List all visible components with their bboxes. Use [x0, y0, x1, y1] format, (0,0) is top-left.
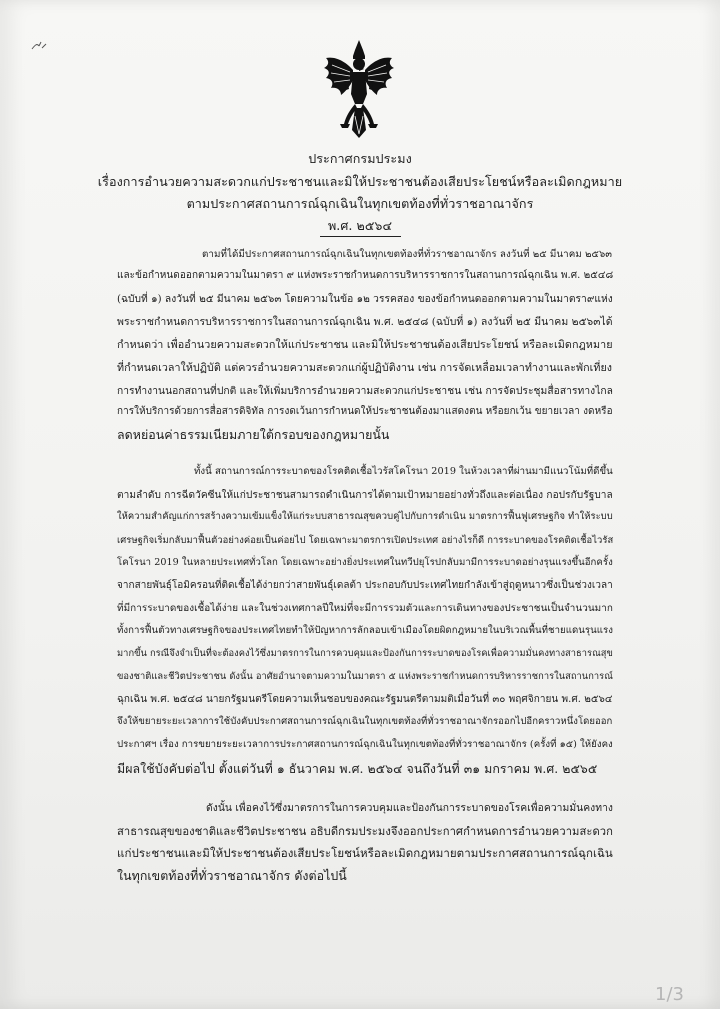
paragraph-line: โคโรนา 2019 ในหลายประเทศทั่วโลก โดยเฉพาะอย่างยิ่งประเทศในทวีปยุโรปกลับมามีการระบาดอย่างรุนแรงขึ้นอีกครั้ง	[117, 557, 613, 568]
paragraph-line: ดังนั้น เพื่อคงไว้ซึ่งมาตรการในการควบคุมและป้องกันการระบาดของโรคเพื่อความมั่นคงทาง	[206, 802, 614, 814]
paragraph-line: มีผลใช้บังคับต่อไป ตั้งแต่วันที่ ๑ ธันวาคม พ.ศ. ๒๕๖๔ จนถึงวันที่ ๓๑ มกราคม พ.ศ. ๒๕๖๕	[117, 761, 598, 776]
paragraph-line: ที่กำหนดเวลาให้ปฏิบัติ แต่ควรอำนวยความสะดวกแก่ผู้ปฏิบัติงาน เช่น การจัดเหลื่อมเวลาทำงานและพักเที่ยง	[117, 361, 613, 374]
title-divider	[320, 236, 401, 237]
paragraph-line: และข้อกำหนดออกตามความในมาตรา ๙ แห่งพระราชกำหนดการบริหารราชการในสถานการณ์ฉุกเฉิน พ.ศ. ๒๕๔๘	[117, 270, 614, 281]
paragraph-line: ในทุกเขตท้องที่ทั่วราชอาณาจักร ดังต่อไปนี้	[117, 868, 347, 883]
paragraph-line: ตามลำดับ การฉีดวัคซีนให้แก่ประชาชนสามารถดำเนินการได้ตามเป้าหมายอย่างทั่วถึงและต่อเนื่อง กอปรกับรัฐบาล	[117, 490, 613, 501]
document-subject-line-2: ตามประกาศสถานการณ์ฉุกเฉินในทุกเขตท้องที่ทั่วราชอาณาจักร	[186, 196, 534, 211]
paragraph-line: แก่ประชาชนและมิให้ประชาชนต้องเสียประโยชน์หรือละเมิดกฎหมายตามประกาศสถานการณ์ฉุกเฉิน	[117, 846, 613, 860]
paragraph-line: การให้บริการด้วยการสื่อสารดิจิทัล การงดเว้นการกำหนดให้ประชาชนต้องมาแสดงตน หรือยกเว้น ขยายเวลา งดหรือ	[117, 406, 613, 417]
paragraph-line: ให้ความสำคัญแก่การสร้างความเข้มแข็งให้แก่ระบบสาธารณสุขควบคู่ไปกับการดำเนิน มาตรการฟื้นฟูเศรษฐกิจ ทำให้ระบบ	[117, 511, 613, 522]
paragraph-line: ลดหย่อนค่าธรรมเนียมภายใต้กรอบของกฎหมายนั้น	[117, 427, 390, 442]
paragraph-line: เศรษฐกิจเริ่มกลับมาฟื้นตัวอย่างค่อยเป็นค่อยไป โดยเฉพาะมาตรการเปิดประเทศ อย่างไรก็ดี การระบาดของโรคติดเชื้อไวรัส	[117, 535, 614, 546]
paragraph-line: จากสายพันธุ์โอมิครอนที่ติดเชื้อได้ง่ายกว่าสายพันธุ์เดลต้า ประกอบกับประเทศไทยกำลังเข้าสู่ฤดูหนาวซึ่งเป็นช่วงเวลา	[117, 580, 613, 591]
document-year: พ.ศ. ๒๕๖๔	[327, 218, 393, 233]
page-number: 1/3	[655, 984, 684, 1005]
paragraph-line: พระราชกำหนดการบริหารราชการในสถานการณ์ฉุกเฉิน พ.ศ. ๒๕๔๘ (ฉบับที่ ๑) ลงวันที่ ๒๕ มีนาคม ๒๕๖๓ได้	[117, 316, 613, 328]
document-subject-line-1: เรื่องการอำนวยความสะดวกแก่ประชาชนและมิให้ประชาชนต้องเสียประโยชน์หรือละเมิดกฎหมาย	[97, 174, 623, 189]
paragraph-line: ตามที่ได้มีประกาศสถานการณ์ฉุกเฉินในทุกเขตท้องที่ทั่วราชอาณาจักร ลงวันที่ ๒๕ มีนาคม ๒๕๖๓	[202, 249, 612, 260]
garuda-emblem-icon	[322, 38, 396, 142]
paragraph-line: กำหนดว่า เพื่ออำนวยความสะดวกให้แก่ประชาชน และมิให้ประชาชนต้องเสียประโยชน์ หรือละเมิดกฎหมาย	[117, 338, 613, 351]
document-authority: ประกาศกรมประมง	[308, 151, 412, 166]
paragraph-line: จึงให้ขยายระยะเวลาการใช้บังคับประกาศสถานการณ์ฉุกเฉินในทุกเขตท้องที่ทั่วราชอาณาจักรออกไปอีกคราวหนึ่งโดยออก	[117, 716, 613, 727]
paragraph-line: ฉุกเฉิน พ.ศ. ๒๕๔๘ นายกรัฐมนตรีโดยความเห็นชอบของคณะรัฐมนตรีตามมติเมื่อวันที่ ๓๐ พฤศจิกายน พ.ศ. ๒๕๖๔	[117, 694, 613, 705]
pen-mark-icon	[30, 40, 48, 52]
paragraph-line: สาธารณสุขของชาติและชีวิตประชาชน อธิบดีกรมประมงจึงออกประกาศกำหนดการอำนวยความสะดวก	[117, 825, 613, 838]
paragraph-line: ประกาศฯ เรื่อง การขยายระยะเวลาการประกาศสถานการณ์ฉุกเฉินในทุกเขตท้องที่ทั่วราชอาณาจักร (ครั้งที่ ๑๕) ให้ยังคง	[117, 739, 613, 750]
paragraph-line: มากขึ้น กรณีจึงจำเป็นที่จะต้องคงไว้ซึ่งมาตรการในการควบคุมและป้องกันการระบาดของโรคเพื่อความมั่นคงทางสาธารณสุข	[117, 648, 613, 659]
paragraph-line: ทั้งนี้ สถานการณ์การระบาดของโรคติดเชื้อไวรัสโคโรนา 2019 ในห้วงเวลาที่ผ่านมามีแนวโน้มที่ดีขึ้น	[194, 466, 613, 477]
paragraph-line: การทำงานนอกสถานที่ปกติ และให้เพิ่มบริการอำนวยความสะดวกแก่ประชาชน เช่น การจัดประชุมสื่อสารทางไกล	[117, 385, 613, 397]
paragraph-line: (ฉบับที่ ๑) ลงวันที่ ๒๕ มีนาคม ๒๕๖๓ โดยความในข้อ ๑๒ วรรคสอง ของข้อกำหนดออกตามความในมาตรา๙แห่ง	[117, 294, 613, 305]
paragraph-line: ทั้งการฟื้นตัวทางเศรษฐกิจของประเทศไทยทำให้ปัญหาการลักลอบเข้าเมืองโดยผิดกฎหมายในบริเวณพื้นที่ชายแดนรุนแรง	[117, 625, 613, 636]
paragraph-line: ที่มีการระบาดของเชื้อได้ง่าย และในช่วงเทศกาลปีใหม่ที่จะมีการรวมตัวและการเดินทางของประชาชนเป็นจำนวนมาก	[117, 603, 613, 614]
paragraph-line: ของชาติและชีวิตประชาชน ดังนั้น อาศัยอำนาจตามความในมาตรา ๕ แห่งพระราชกำหนดการบริหารราชการในสถานการณ์	[117, 671, 613, 682]
